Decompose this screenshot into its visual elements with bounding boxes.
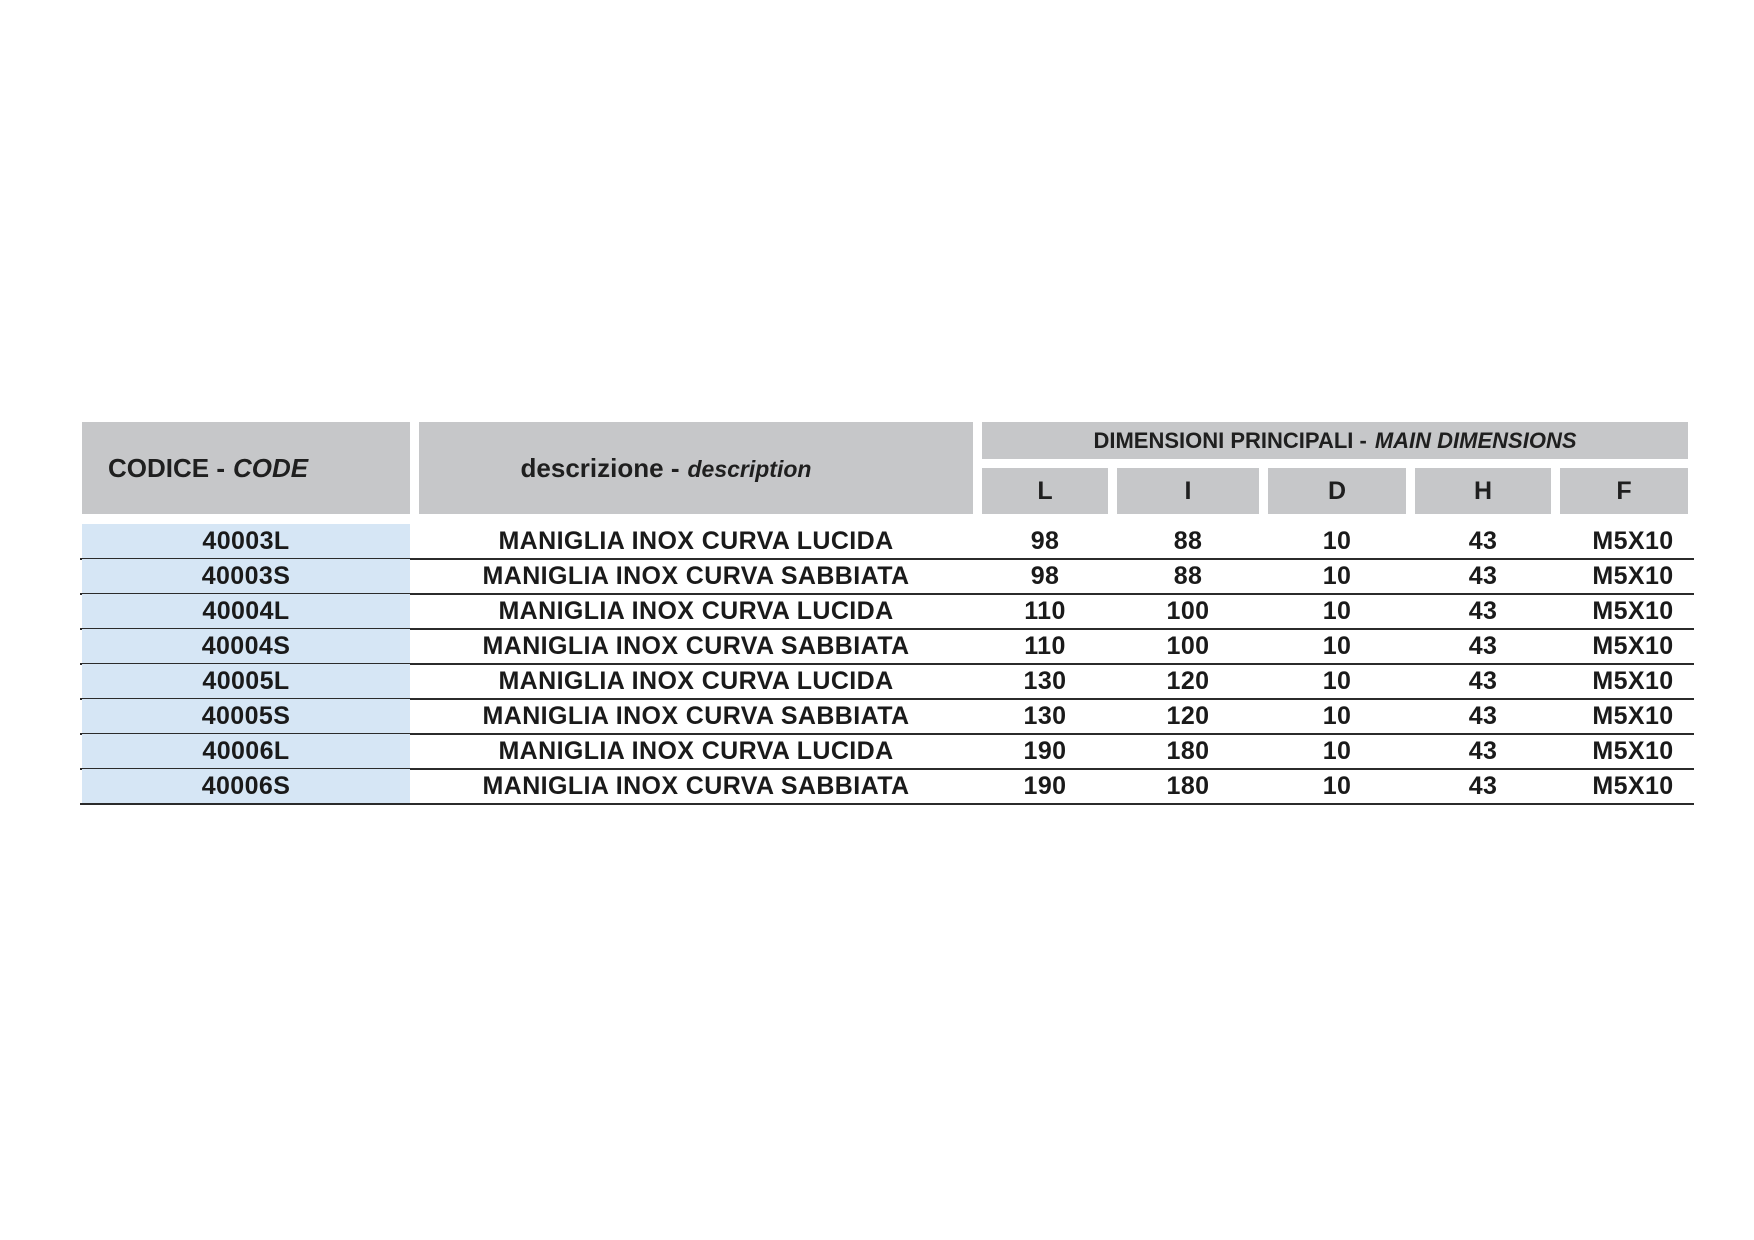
header-dim-D xyxy=(1268,468,1406,514)
cell-code: 40005L xyxy=(202,667,290,695)
header-dim-F xyxy=(1560,468,1688,514)
cell-d: 10 xyxy=(1322,737,1352,765)
header-dim-L-label: L xyxy=(1037,476,1053,505)
cell-description: MANIGLIA INOX CURVA SABBIATA xyxy=(482,562,910,590)
cell-code: 40004S xyxy=(201,632,291,660)
cell-l: 110 xyxy=(1024,597,1066,625)
cell-h: 43 xyxy=(1468,632,1498,660)
cell-l: 110 xyxy=(1024,632,1066,660)
cell-l: 130 xyxy=(1023,667,1067,695)
cell-f: M5X10 xyxy=(1592,527,1674,555)
header-description-label-en: description xyxy=(687,455,812,482)
cell-i: 180 xyxy=(1166,772,1210,800)
header-description-label: descrizione - xyxy=(520,452,680,483)
cell-description: MANIGLIA INOX CURVA LUCIDA xyxy=(498,527,894,555)
header-dim-D-label: D xyxy=(1327,476,1347,505)
cell-i: 180 xyxy=(1166,737,1210,765)
cell-h: 43 xyxy=(1468,772,1498,800)
cell-f: M5X10 xyxy=(1592,702,1674,730)
cell-f: M5X10 xyxy=(1592,737,1674,765)
cell-code: 40006S xyxy=(201,772,291,800)
cell-description: MANIGLIA INOX CURVA SABBIATA xyxy=(482,632,910,660)
cell-d: 10 xyxy=(1322,667,1352,695)
cell-i: 120 xyxy=(1166,667,1210,695)
row-divider xyxy=(80,803,1694,805)
header-code xyxy=(82,422,410,514)
cell-d: 10 xyxy=(1322,772,1352,800)
header-description xyxy=(419,422,973,514)
cell-h: 43 xyxy=(1468,597,1498,625)
cell-d: 10 xyxy=(1322,632,1352,660)
header-dimensions xyxy=(982,422,1688,459)
cell-d: 10 xyxy=(1322,527,1352,555)
header-dim-I-label: I xyxy=(1184,476,1192,505)
cell-l: 190 xyxy=(1023,737,1067,765)
header-dim-L xyxy=(982,468,1108,514)
cell-description: MANIGLIA INOX CURVA LUCIDA xyxy=(498,737,894,765)
cell-h: 43 xyxy=(1468,737,1498,765)
cell-f: M5X10 xyxy=(1592,772,1674,800)
cell-d: 10 xyxy=(1322,702,1352,730)
cell-d: 10 xyxy=(1322,562,1352,590)
header-dim-I xyxy=(1117,468,1259,514)
header-code-label: CODICE - xyxy=(108,452,225,483)
header-code-label-en: CODE xyxy=(233,452,309,483)
cell-i: 88 xyxy=(1173,562,1203,590)
cell-code: 40006L xyxy=(202,737,290,765)
header-dimensions-label: DIMENSIONI PRINCIPALI - xyxy=(1093,427,1367,453)
header-dim-F-label: F xyxy=(1616,476,1632,505)
cell-i: 120 xyxy=(1166,702,1210,730)
cell-description: MANIGLIA INOX CURVA LUCIDA xyxy=(498,667,894,695)
cell-i: 100 xyxy=(1166,597,1210,625)
cell-code: 40003L xyxy=(202,527,290,555)
cell-l: 130 xyxy=(1023,702,1067,730)
cell-description: MANIGLIA INOX CURVA LUCIDA xyxy=(498,597,894,625)
header-dim-H-label: H xyxy=(1473,476,1493,505)
cell-l: 98 xyxy=(1030,562,1060,590)
cell-description: MANIGLIA INOX CURVA SABBIATA xyxy=(482,702,910,730)
header-dim-H xyxy=(1415,468,1551,514)
cell-code: 40004L xyxy=(202,597,290,625)
cell-code: 40005S xyxy=(201,702,291,730)
cell-f: M5X10 xyxy=(1592,597,1674,625)
header-dimensions-label-en: MAIN DIMENSIONS xyxy=(1374,427,1577,453)
cell-l: 98 xyxy=(1030,527,1060,555)
cell-h: 43 xyxy=(1468,667,1498,695)
cell-d: 10 xyxy=(1322,597,1352,625)
cell-f: M5X10 xyxy=(1592,632,1674,660)
cell-f: M5X10 xyxy=(1592,667,1674,695)
cell-h: 43 xyxy=(1468,702,1498,730)
cell-description: MANIGLIA INOX CURVA SABBIATA xyxy=(482,772,910,800)
cell-f: M5X10 xyxy=(1592,562,1674,590)
cell-h: 43 xyxy=(1468,527,1498,555)
cell-l: 190 xyxy=(1023,772,1067,800)
cell-i: 100 xyxy=(1166,632,1210,660)
cell-code: 40003S xyxy=(201,562,291,590)
cell-i: 88 xyxy=(1173,527,1203,555)
cell-h: 43 xyxy=(1468,562,1498,590)
